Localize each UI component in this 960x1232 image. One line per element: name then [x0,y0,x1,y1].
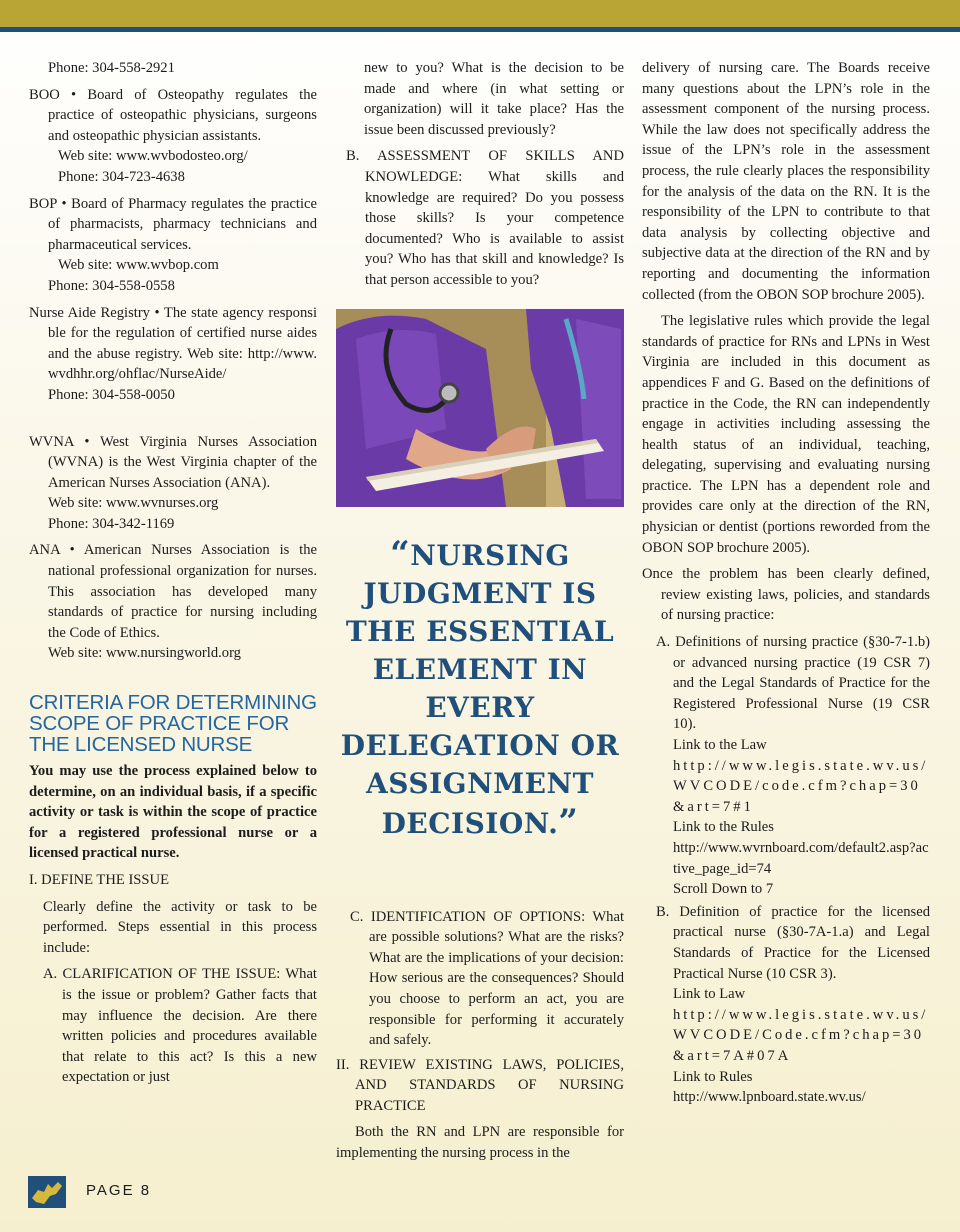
definition-a: A. Definitions of nursing practice (§30-7-1.b) or advanced nursing practice (19 CSR 7) and the Legal Standards of Practice for the Registered Professional Nurse (19 CSR 10). [656,634,930,733]
column-middle [336,58,624,1164]
boo-phone: Phone: 304-723-4638 [58,168,185,185]
assessment-item: B. ASSESSMENT OF SKILLS AND KNOWLEDGE: What skills and knowledge are required? Do you possess those skills? Is your competence documented? Who is available to assist you? Who has that skill and knowledge? Is that person accessible to you? [346,148,624,288]
define-issue: I. DEFINE THE ISSUE [29,872,169,888]
scroll-down-note: Scroll Down to 7 [673,881,774,898]
quote-open-mark: “ [390,533,411,574]
bold-intro: You may use the process explained below to determine, on an individual basis, if a specific activity or task is within the scope of practice for a registered professional nurse or a licensed practical nurse. [29,763,317,862]
nurses-illustration [336,309,624,507]
definition-b: B. Definition of practice for the licensed practical nurse (§30-7A-1.a) and Legal Standards of Practice for the Licensed Practical Nurse (10 CSR 3). [656,903,930,982]
law-url-a[interactable]: http://www.legis.state.wv.us/WVCODE/code.cfm?chap=30&art=7#1 [673,757,929,815]
nar-phone: Phone: 304-558-0050 [48,386,175,403]
col3-para-1: delivery of nursing care. The Boards receive many questions about the LPN’s role in the assessment component of the nursing process. While the law does not specifically address the issue of the LPN’s role in the assessment process, the rule clearly places the responsibility for the analysis of the data on the RN. It is the responsibility of the LPN to contribute to that data analysis by collecting objective and subjective data at the direction of the RN and by reporting and documenting the information collected (from the OBON SOP brochure 2005). [642,60,930,303]
nurses-photo [336,309,624,507]
pull-quote [336,535,624,843]
identification-item: C. IDENTIFICATION OF OPTIONS: What are possible solutions? What are the risks? What are the implications of your decision: How serious are the consequences? Should you choose to perform an act, you are responsible for performing it accurately and safely. [350,908,624,1049]
west-virginia-map-icon [28,1176,66,1208]
section-heading: CRITERIA FOR DETERMINING SCOPE OF PRACTICE FOR THE LICENSED NURSE [29,691,317,757]
page-number: PAGE 8 [86,1182,152,1199]
col3-para-3: Once the problem has been clearly defined, review existing laws, policies, and standards of nursing practice: [642,566,930,624]
top-rule [0,27,960,32]
ana-web: Web site: www.nursingworld.org [48,645,241,662]
rules-url-a[interactable]: http://www.wvrnboard.com/default2.asp?active_page_id=74 [673,839,929,877]
phone-top: Phone: 304-558-2921 [48,60,175,76]
nar-entry: Nurse Aide Registry • The state agency responsible for the regulation of certified nurse aides and the abuse registry. Web site: http://www.wvdhhr.org/ohflac/NurseAide/ [29,304,317,383]
link-to-rules-label-b: Link to Rules [673,1068,753,1085]
link-to-law-label-b: Link to Law [673,986,746,1003]
bop-web: Web site: www.wvbop.com [58,257,219,274]
rules-url-b[interactable]: http://www.lpnboard.state.wv.us/ [673,1089,866,1106]
col3-para-2: The legislative rules which provide the legal standards of practice for RNs and LPNs in West Virginia are included in this document as appendices F and G. Based on the definitions of practice in the Code, the RN can independently engage in activities including assessing the health status of an individual, teaching, delegating, supervising and evaluating nursing practice. The LPN has a dependent role and provides care only at the direction of the RN, physician or dentist (portions reworded from the OBON SOP brochure 2005). [642,313,930,556]
define-text: Clearly define the activity or task to be performed. Steps essential in this process include: [43,898,317,956]
bop-entry: BOP • Board of Pharmacy regulates the practice of pharmacists, pharmacy technicians and pharmaceutical services. [29,195,317,253]
quote-close-mark: ” [558,801,579,842]
link-to-law-label-a: Link to the Law [673,737,767,753]
review-laws-heading: II. REVIEW EXISTING LAWS, POLICIES, AND STANDARDS OF NURSING PRACTICE [336,1056,624,1114]
law-url-b[interactable]: http://www.legis.state.wv.us/WVCODE/Code.cfm?chap=30&art=7A#07A [673,1006,929,1064]
ana-entry: ANA • American Nurses Association is the national professional organization for nurses. This association has developed many standards of practice for nursing including the Code of Ethics. [29,542,317,641]
link-to-rules-label-a: Link to the Rules [673,819,774,836]
clarification-item: A. CLARIFICATION OF THE ISSUE: What is the issue or problem? Gather facts that may influence the decision. Are there written policies and procedures available that relate to this act? Is this a new expectation or just [43,966,317,1086]
wvna-entry: WVNA • West Virginia Nurses Association (WVNA) is the West Virginia chapter of the American Nurses Association (ANA). [29,433,317,491]
column-right [642,58,930,1108]
boo-web: Web site: www.wvbodosteo.org/ [58,148,248,165]
wvna-phone: Phone: 304-342-1169 [48,515,175,532]
wvna-web: Web site: www.wvnurses.org [48,495,219,512]
both-rn-lpn: Both the RN and LPN are responsible for implementing the nursing process in the [336,1124,624,1162]
boo-entry: BOO • Board of Osteopathy regulates the practice of osteopathic physicians, surgeons and osteopathic physician assistants. [29,86,317,144]
col2-continuation: new to you? What is the decision to be made and where (in what setting or organization) will it take place? Has the issue been discussed previously? [364,60,624,138]
pull-quote-text: NURSING JUDGMENT IS THE ESSENTIAL ELEMENT IN EVERY DELEGATION OR ASSIGNMENT DECISION. [340,538,620,840]
definitions-list [642,632,930,1108]
column-left [29,58,317,1088]
top-bar [0,0,960,27]
bop-phone: Phone: 304-558-0558 [48,277,175,294]
